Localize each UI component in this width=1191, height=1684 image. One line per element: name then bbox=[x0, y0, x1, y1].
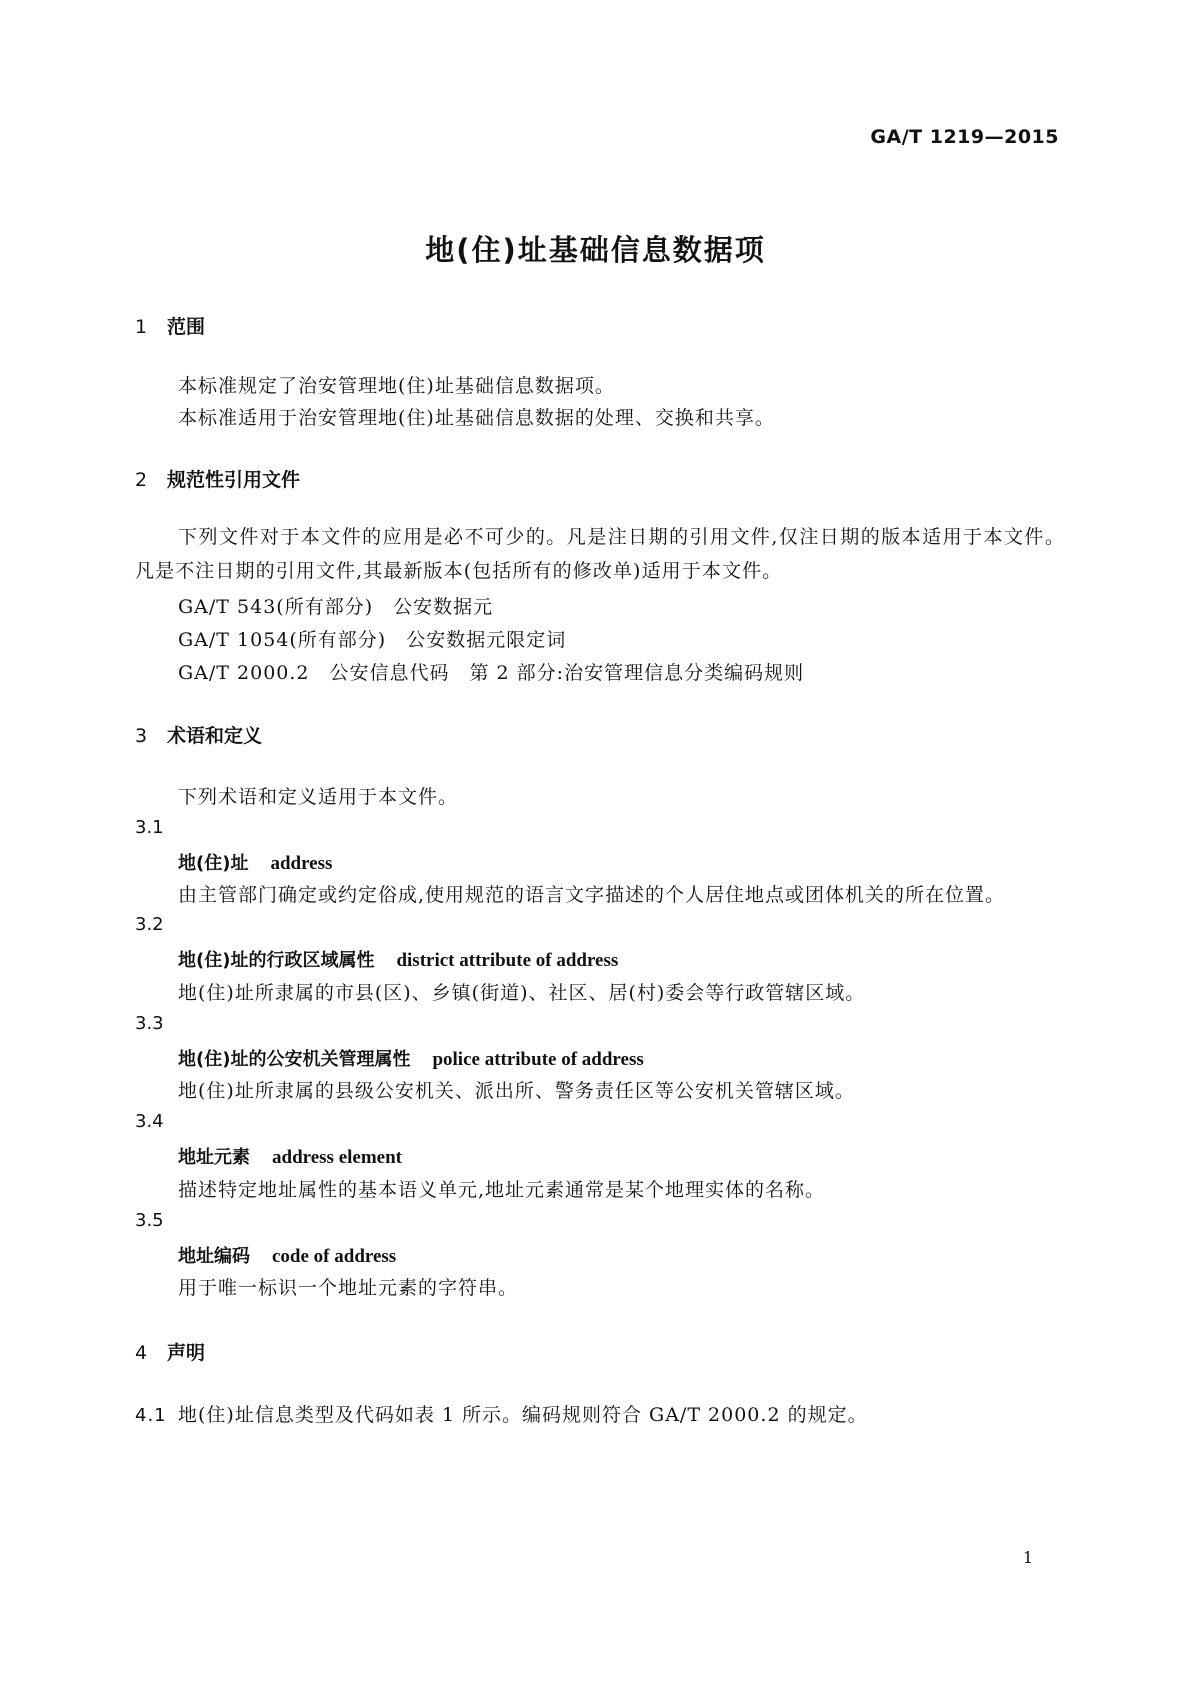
section-2-heading bbox=[135, 465, 300, 492]
term-definition: 地(住)址所隶属的县级公安机关、派出所、警务责任区等公安机关管辖区域。 bbox=[178, 1080, 855, 1102]
clause-4-1 bbox=[135, 1400, 868, 1427]
term-definition: 描述特定地址属性的基本语义单元,地址元素通常是某个地理实体的名称。 bbox=[178, 1179, 826, 1201]
clause-number: 4.1 bbox=[135, 1405, 167, 1426]
section-number: 3 bbox=[135, 725, 148, 747]
term-number: 3.2 bbox=[135, 914, 164, 935]
document-title: 地(住)址基础信息数据项 bbox=[425, 233, 766, 267]
section-title: 声明 bbox=[167, 1342, 206, 1364]
term-title bbox=[178, 849, 332, 875]
reference-item: GA/T 1054(所有部分) 公安数据元限定词 bbox=[178, 629, 567, 651]
reference-item: GA/T 2000.2 公安信息代码 第 2 部分:治安管理信息分类编码规则 bbox=[178, 662, 805, 684]
term-number: 3.3 bbox=[135, 1013, 164, 1034]
section-title: 术语和定义 bbox=[167, 725, 263, 747]
term-chinese: 地(住)址的行政区域属性 bbox=[178, 950, 375, 971]
term-title bbox=[178, 1045, 644, 1071]
section-number: 2 bbox=[135, 469, 148, 491]
normative-references-paragraph: 下列文件对于本文件的应用是必不可少的。凡是注日期的引用文件,仅注日期的版本适用于本文件。凡是不注日期的引用文件,其最新版本(包括所有的修改单)适用于本文件。 bbox=[135, 526, 1065, 582]
term-number: 3.5 bbox=[135, 1210, 164, 1231]
document-id: GA/T 1219—2015 bbox=[870, 126, 1059, 148]
term-english: code of address bbox=[272, 1246, 397, 1267]
term-english: police attribute of address bbox=[432, 1049, 644, 1070]
scope-paragraph-1: 本标准规定了治安管理地(住)址基础信息数据项。 bbox=[178, 375, 615, 397]
term-chinese: 地(住)址 bbox=[178, 853, 249, 874]
reference-item: GA/T 543(所有部分) 公安数据元 bbox=[178, 596, 494, 618]
term-title bbox=[178, 1143, 402, 1169]
term-definition: 用于唯一标识一个地址元素的字符串。 bbox=[178, 1277, 519, 1299]
section-4-heading bbox=[135, 1338, 205, 1365]
term-english: district attribute of address bbox=[396, 950, 619, 971]
term-chinese: 地址元素 bbox=[178, 1147, 250, 1168]
clause-text: 地(住)址信息类型及代码如表 1 所示。编码规则符合 GA/T 2000.2 的规定。 bbox=[178, 1404, 868, 1426]
terms-intro: 下列术语和定义适用于本文件。 bbox=[178, 786, 459, 808]
term-chinese: 地(住)址的公安机关管理属性 bbox=[178, 1049, 411, 1070]
section-number: 1 bbox=[135, 316, 148, 338]
section-1-heading bbox=[135, 312, 205, 339]
term-number: 3.1 bbox=[135, 817, 164, 838]
term-title bbox=[178, 946, 618, 972]
section-title: 范围 bbox=[167, 316, 206, 338]
section-number: 4 bbox=[135, 1342, 148, 1364]
term-title bbox=[178, 1242, 396, 1268]
term-chinese: 地址编码 bbox=[178, 1246, 250, 1267]
page-number: 1 bbox=[1022, 1548, 1033, 1567]
term-definition: 地(住)址所隶属的市县(区)、乡镇(街道)、社区、居(村)委会等行政管辖区域。 bbox=[178, 982, 866, 1004]
scope-paragraph-2: 本标准适用于治安管理地(住)址基础信息数据的处理、交换和共享。 bbox=[178, 407, 775, 429]
section-title: 规范性引用文件 bbox=[167, 469, 301, 491]
term-english: address element bbox=[272, 1147, 402, 1168]
term-english: address bbox=[270, 853, 333, 874]
term-definition: 由主管部门确定或约定俗成,使用规范的语言文字描述的个人居住地点或团体机关的所在位置。 bbox=[178, 884, 1006, 906]
term-number: 3.4 bbox=[135, 1111, 164, 1132]
section-3-heading bbox=[135, 721, 262, 748]
